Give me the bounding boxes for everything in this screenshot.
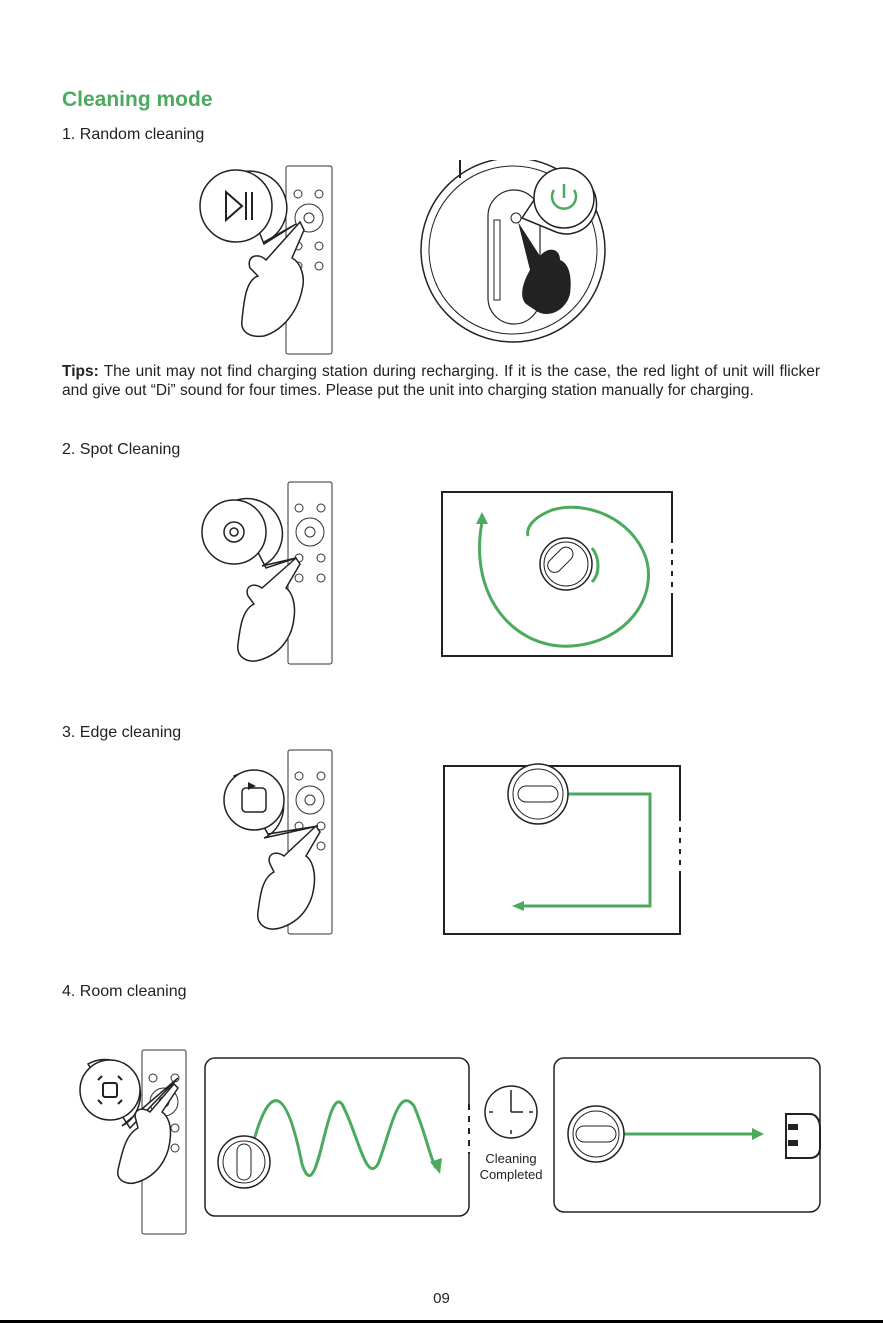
hand-icon: [238, 558, 300, 661]
tips-text: The unit may not find charging station during recharging. If it is the case, the red light of unit will flicker and give out “Di” sound for four times. Please put the unit into charging station manually for charging.: [62, 363, 820, 399]
robot-vacuum: [568, 1106, 624, 1162]
step-edge-label: 3. Edge cleaning: [62, 724, 182, 741]
play-pause-icon: [200, 170, 296, 244]
tips-label: Tips:: [62, 363, 99, 380]
cleaning-completed-line1: Cleaning: [485, 1151, 537, 1166]
step-spot-label: 2. Spot Cleaning: [62, 441, 181, 458]
robot-vacuum: [540, 538, 592, 590]
clock-icon: [485, 1086, 537, 1138]
robot-vacuum: [508, 764, 568, 824]
spot-cleaning-illustration: [196, 478, 686, 668]
page-title: Cleaning mode: [62, 88, 213, 111]
step-room-label: 4. Room cleaning: [62, 983, 187, 1000]
charging-dock: [786, 1114, 820, 1158]
step-random-label: 1. Random cleaning: [62, 126, 205, 143]
spot-spiral-icon: [202, 499, 296, 568]
hand-icon: [518, 222, 571, 314]
robot-vacuum: [218, 1136, 270, 1188]
tips-paragraph: [62, 362, 820, 400]
power-icon: [522, 168, 597, 234]
page-number: 09: [433, 1290, 450, 1307]
hand-icon: [258, 826, 320, 929]
random-cleaning-illustration: [188, 160, 648, 360]
cleaning-completed-line2: Completed: [479, 1167, 543, 1182]
edge-cleaning-illustration: [212, 746, 692, 938]
bottom-rule: [0, 1320, 883, 1323]
edge-icon: [224, 770, 318, 838]
room-cleaning-illustration: [74, 1024, 826, 1238]
